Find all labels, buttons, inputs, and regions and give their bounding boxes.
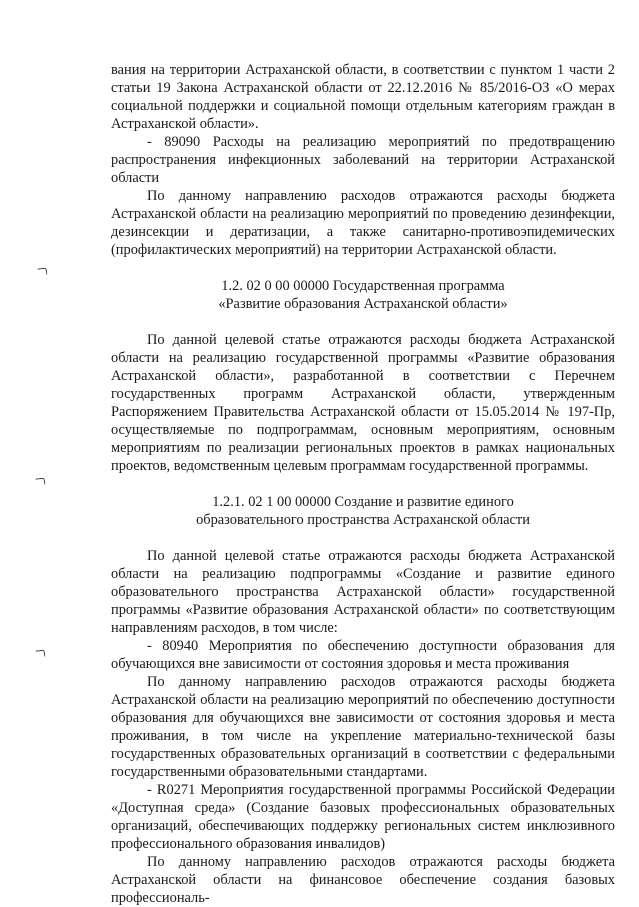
margin-mark: [36, 477, 46, 485]
margin-mark: [38, 267, 48, 275]
paragraph-89090-description: По данному направлению расходов отражаются расходы бюджета Астраханской области на реализацию мероприятий по проведению дезинфекции, дезинсекции и дератизации, а также санитарно-противоэпидемических (профилактических мероприятий) на территории Астраханской области.: [111, 188, 615, 258]
expense-item-r0271: - R0271 Мероприятия государственной программы Российской Федерации «Доступная среда» (Создание базовых профессиональных образовательных организаций, обеспечивающих поддержку региональных систем инклюзивного профессионального образования инвалидов): [111, 782, 615, 852]
section-heading-1-2-line2: «Развитие образования Астраханской области»: [218, 296, 508, 312]
expense-item-80940: - 80940 Мероприятия по обеспечению доступности образования для обучающихся вне зависимости от состояния здоровья и места проживания: [111, 638, 615, 672]
expense-item-89090: - 89090 Расходы на реализацию мероприятий по предотвращению распространения инфекционных заболеваний на территории Астраханской области: [111, 134, 615, 186]
paragraph-continuation: вания на территории Астраханской области, в соответствии с пунктом 1 части 2 статьи 19 Закона Астраханской области от 22.12.2016 № 85/2016-ОЗ «О мерах социальной поддержки и социальной помощи отдельным категориям граждан в Астраханской области».: [111, 62, 615, 132]
paragraph-program-description: По данной целевой статье отражаются расходы бюджета Астраханской области на реализацию государственной программы «Развитие образования Астраханской области», разработанной в соответствии с Перечнем государственных программ Астраханской области, утвержденным Распоряжением Правительства Астраханской области от 15.05.2014 № 197-Пр, осуществляемые по подпрограммам, основным мероприятиям, основным мероприятиям по реализации региональных проектов в рамках национальных проектов, ведомственным целевым программам государственной программы.: [111, 332, 615, 474]
paragraph-r0271-description: По данному направлению расходов отражаются расходы бюджета Астраханской области на финансовое обеспечение создания базовых профессиональ-: [111, 854, 615, 906]
paragraph-subprogram-description: По данной целевой статье отражаются расходы бюджета Астраханской области на реализацию подпрограммы «Создание и развитие единого образовательного пространства Астраханской области» государственной программы «Развитие образования Астраханской области» по соответствующим направлениям расходов, в том числе:: [111, 548, 615, 636]
section-heading-1-2-1-line2: образовательного пространства Астраханской области: [196, 512, 530, 528]
margin-mark: [36, 649, 46, 657]
section-heading-1-2-1-line1: 1.2.1. 02 1 00 00000 Создание и развитие единого: [212, 494, 514, 510]
section-heading-1-2-line1: 1.2. 02 0 00 00000 Государственная программа: [221, 278, 505, 294]
paragraph-80940-description: По данному направлению расходов отражаются расходы бюджета Астраханской области на реализацию мероприятий по обеспечению доступности образования для обучающихся вне зависимости от состояния здоровья и места проживания, в том числе на укрепление материально-технической базы государственных образовательных организаций в соответствии с федеральными государственными образовательными стандартами.: [111, 674, 615, 780]
document-body: [111, 61, 615, 907]
